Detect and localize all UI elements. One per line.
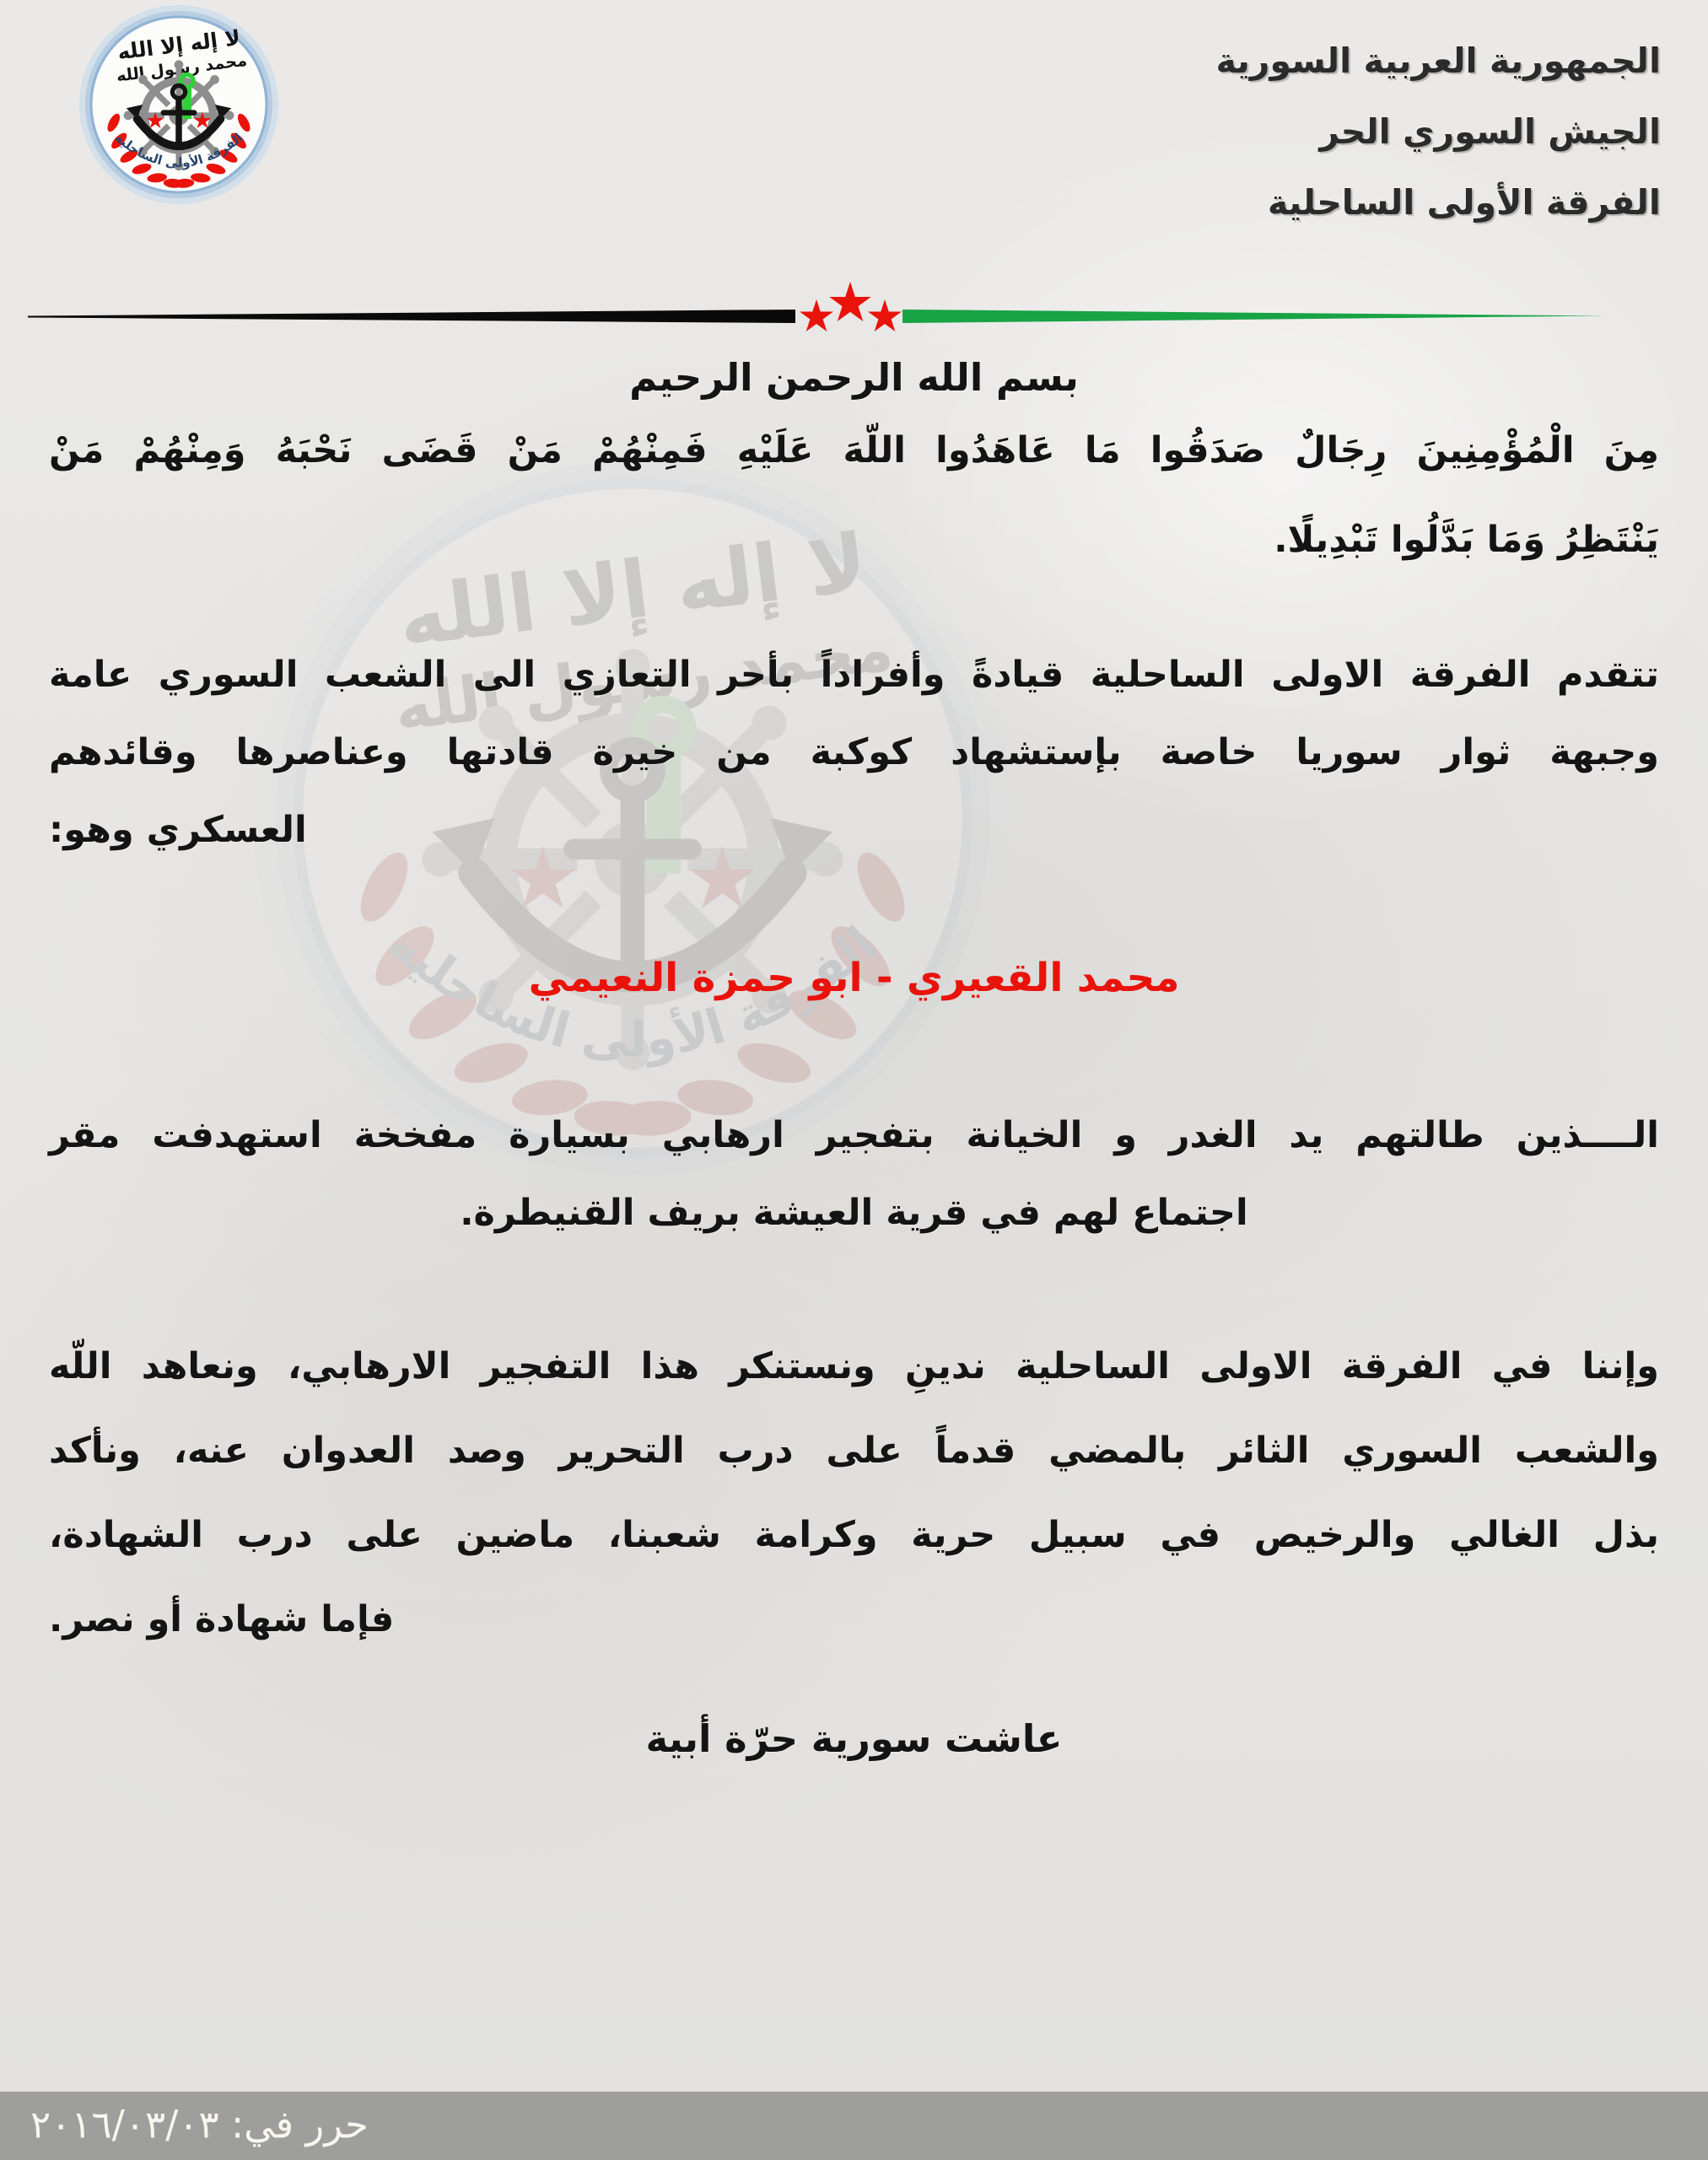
flag-divider: [0, 278, 1708, 346]
pledge-paragraph-line: وإننا في الفرقة الاولى الساحلية ندينِ ونستنكر هذا التفجير الارهابي، ونعاهد اللّه: [49, 1345, 1659, 1387]
green-bar: [902, 310, 1605, 323]
flag-star-icon: [829, 282, 870, 321]
letterhead: [1216, 25, 1662, 238]
org-line-republic: الجمهورية العربية السورية: [1215, 40, 1661, 81]
attack-paragraph-line: اجتماع لهم في قرية العيشة بريف القنيطرة.: [460, 1192, 1248, 1234]
release-date: حرر في: ٢٠١٦/٠٣/٠٣: [30, 2101, 369, 2147]
statement-body: [0, 344, 1708, 1778]
pledge-paragraph-line: فإما شهادة أو نصر.: [49, 1598, 395, 1640]
pledge-paragraph-line: بذل الغالي والرخيص في سبيل حرية وكرامة شعبنا، ماضين على درب الشهادة،: [49, 1514, 1659, 1556]
flag-divider-svg: [0, 278, 1708, 346]
quran-verse-line: يَنْتَظِرُ وَمَا بَدَّلُوا تَبْدِيلًا.: [1274, 519, 1659, 561]
attack-paragraph-line: الــــذين طالتهم يد الغدر و الخيانة بتفجير ارهابي بسيارة مفخخة استهدفت مقر: [49, 1114, 1659, 1156]
basmala-line: بسم الله الرحمن الرحيم: [629, 355, 1079, 400]
flag-star-icon: [868, 299, 902, 331]
divider-stars: [800, 282, 902, 331]
quran-verse-line: مِنَ الْمُؤْمِنِينَ رِجَالٌ صَدَقُوا مَا عَاهَدُوا اللّهَ عَلَيْهِ فَمِنْهُمْ مَنْ قَضَى نَحْبَهُ وَمِنْهُمْ مَنْ: [49, 429, 1659, 471]
closing-slogan: عاشت سورية حرّة أبية: [645, 1716, 1063, 1761]
condolence-paragraph-line: تتقدم الفرقة الاولى الساحلية قيادةً وأفراداً بأحر التعازي الى الشعب السوري عامة: [49, 654, 1659, 696]
division-emblem-logo: [78, 5, 280, 204]
martyr-name: محمد القعيري - ابو حمزة النعيمي: [528, 955, 1180, 1001]
condolence-paragraph-line: وجبهة ثوار سوريا خاصة بإستشهاد كوكبة من خيرة قادتها وعناصرها وقائدهم: [49, 731, 1659, 773]
black-bar: [28, 310, 795, 323]
pledge-paragraph-line: والشعب السوري الثائر بالمضي قدماً على درب التحرير وصد العدوان عنه، ونأكد: [49, 1430, 1659, 1472]
org-line-division: الفرقة الأولى الساحلية: [1267, 182, 1661, 223]
footer-bar: [0, 2092, 1708, 2160]
division-emblem-svg: [78, 5, 280, 204]
condolence-paragraph-line: العسكري وهو:: [49, 809, 307, 851]
flag-star-icon: [800, 299, 833, 331]
org-line-army: الجيش السوري الحر: [1319, 111, 1661, 152]
